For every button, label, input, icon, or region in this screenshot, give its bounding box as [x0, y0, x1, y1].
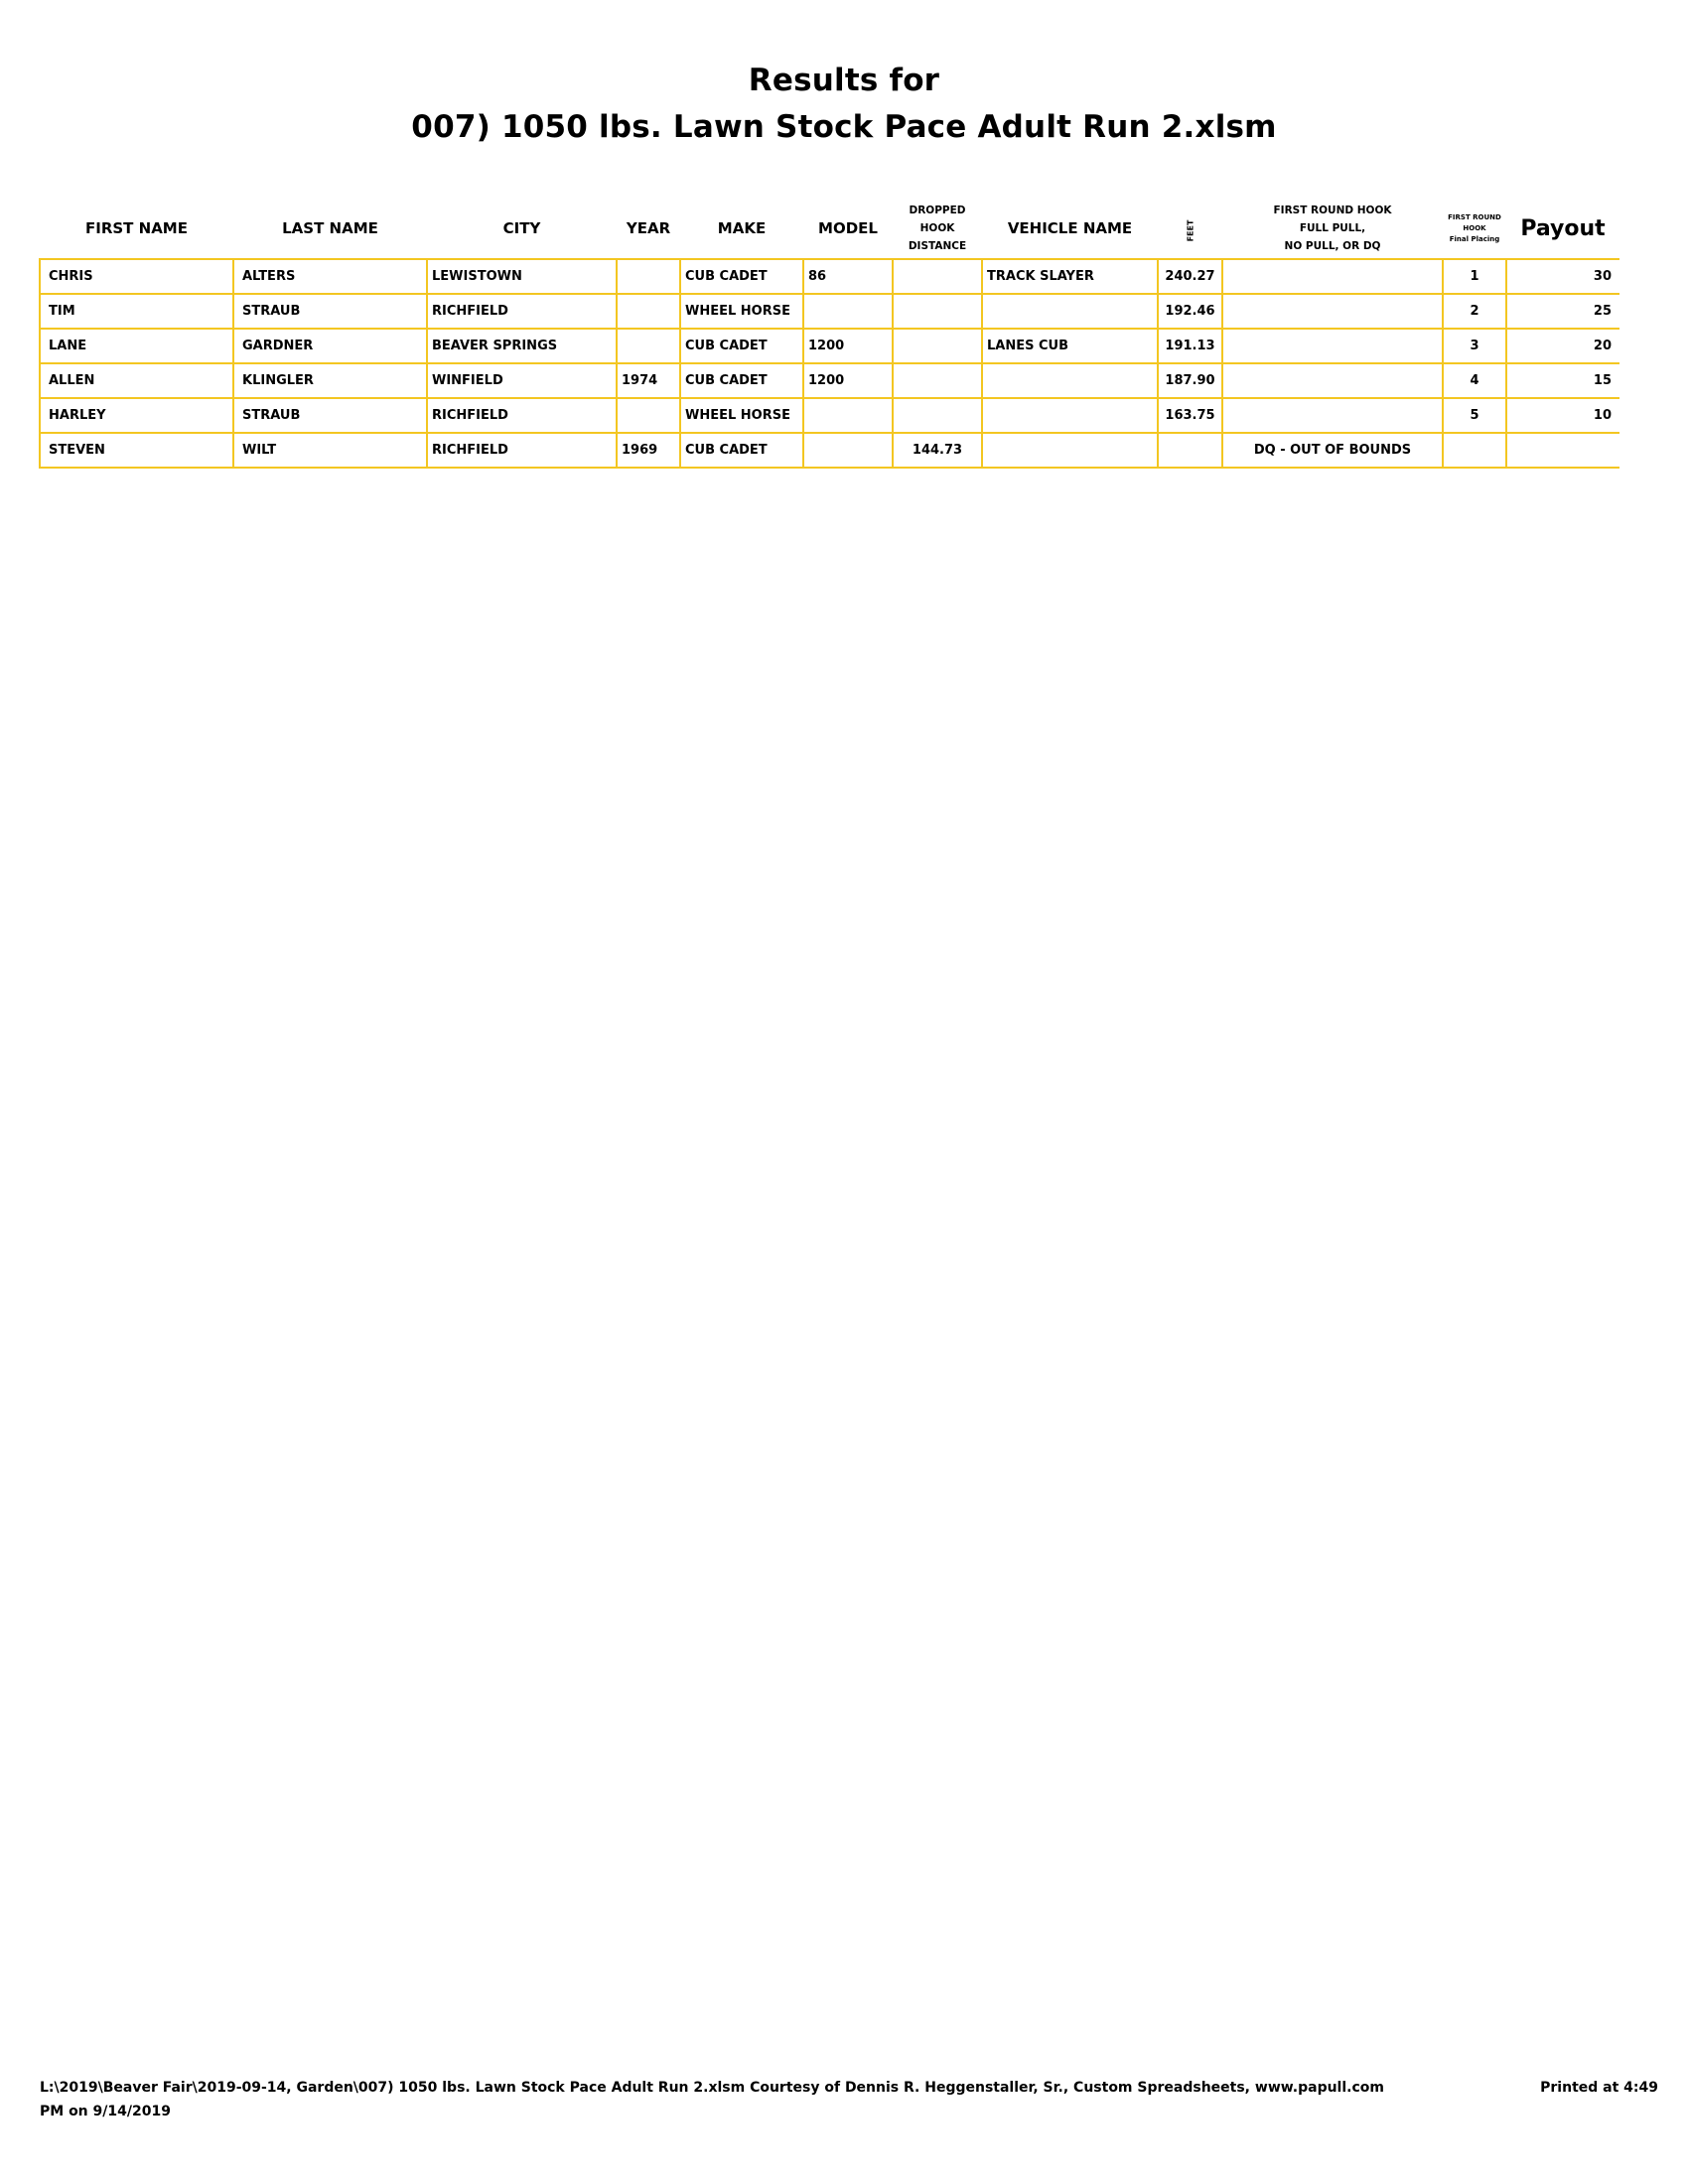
cell-first-round-hook [1222, 398, 1443, 433]
cell-model [803, 398, 893, 433]
cell-vehicle-name: LANES CUB [982, 329, 1158, 363]
cell-placing: 5 [1443, 398, 1506, 433]
header-last-name: LAST NAME [282, 219, 378, 237]
cell-city: LEWISTOWN [427, 259, 617, 294]
cell-city: RICHFIELD [427, 398, 617, 433]
cell-first-round-hook [1222, 294, 1443, 329]
cell-first-round-hook: DQ - OUT OF BOUNDS [1222, 433, 1443, 468]
cell-year [617, 259, 680, 294]
table-row [40, 363, 1619, 398]
table-header-row [40, 199, 1619, 259]
cell-vehicle-name: TRACK SLAYER [982, 259, 1158, 294]
cell-first-name: LANE [40, 329, 233, 363]
cell-last-name: WILT [233, 433, 427, 468]
cell-dropped-hook [893, 294, 982, 329]
header-feet: FEET [1185, 219, 1195, 242]
cell-placing: 3 [1443, 329, 1506, 363]
cell-make: CUB CADET [680, 259, 803, 294]
header-payout: Payout [1520, 215, 1606, 241]
cell-vehicle-name [982, 294, 1158, 329]
cell-dropped-hook [893, 363, 982, 398]
header-make: MAKE [717, 219, 767, 237]
cell-make: WHEEL HORSE [680, 294, 803, 329]
cell-first-name: TIM [40, 294, 233, 329]
table-row [40, 329, 1619, 363]
cell-first-name: HARLEY [40, 398, 233, 433]
cell-first-round-hook [1222, 329, 1443, 363]
header-first-round-hook: FIRST ROUND HOOK FULL PULL, NO PULL, OR DQ [1273, 205, 1392, 252]
cell-payout: 30 [1506, 259, 1619, 294]
cell-dropped-hook [893, 259, 982, 294]
page-title: Results for [748, 63, 940, 98]
cell-payout [1506, 433, 1619, 468]
cell-model: 1200 [803, 363, 893, 398]
cell-first-name: CHRIS [40, 259, 233, 294]
cell-last-name: STRAUB [233, 398, 427, 433]
cell-payout: 25 [1506, 294, 1619, 329]
table-row [40, 398, 1619, 433]
cell-model [803, 294, 893, 329]
page-footer [40, 2076, 1658, 2123]
cell-feet: 192.46 [1158, 294, 1222, 329]
header-dropped-hook-distance: DROPPED HOOK DISTANCE [908, 205, 967, 252]
cell-dropped-hook [893, 398, 982, 433]
cell-make: WHEEL HORSE [680, 398, 803, 433]
cell-city: RICHFIELD [427, 433, 617, 468]
cell-feet: 191.13 [1158, 329, 1222, 363]
cell-first-round-hook [1222, 259, 1443, 294]
cell-year [617, 329, 680, 363]
cell-vehicle-name [982, 398, 1158, 433]
cell-first-name: STEVEN [40, 433, 233, 468]
header-year: YEAR [626, 219, 671, 237]
header-model: MODEL [818, 219, 878, 237]
cell-feet [1158, 433, 1222, 468]
cell-dropped-hook: 144.73 [893, 433, 982, 468]
cell-dropped-hook [893, 329, 982, 363]
cell-last-name: STRAUB [233, 294, 427, 329]
footer-printed-at: Printed at 4:49 [1540, 2080, 1658, 2096]
cell-vehicle-name [982, 433, 1158, 468]
table-row [40, 433, 1619, 468]
cell-city: WINFIELD [427, 363, 617, 398]
cell-feet: 163.75 [1158, 398, 1222, 433]
cell-year: 1974 [617, 363, 680, 398]
results-table [39, 199, 1619, 469]
cell-first-round-hook [1222, 363, 1443, 398]
cell-year: 1969 [617, 433, 680, 468]
cell-model [803, 433, 893, 468]
cell-model: 86 [803, 259, 893, 294]
cell-make: CUB CADET [680, 363, 803, 398]
cell-make: CUB CADET [680, 329, 803, 363]
cell-first-name: ALLEN [40, 363, 233, 398]
cell-vehicle-name [982, 363, 1158, 398]
cell-make: CUB CADET [680, 433, 803, 468]
footer-file-path: L:\2019\Beaver Fair\2019-09-14, Garden\007) 1050 lbs. Lawn Stock Pace Adult Run 2.xlsm Courtesy of Dennis R. Heggenstaller, Sr., Custom Spreadsheets, www.papull.com [40, 2080, 1384, 2096]
header-vehicle-name: VEHICLE NAME [1007, 219, 1133, 237]
cell-payout: 10 [1506, 398, 1619, 433]
header-final-placing: FIRST ROUND HOOK Final Placing [1448, 212, 1501, 243]
cell-payout: 15 [1506, 363, 1619, 398]
page-subtitle: 007) 1050 lbs. Lawn Stock Pace Adult Run 2.xlsm [411, 109, 1277, 145]
cell-placing: 4 [1443, 363, 1506, 398]
cell-last-name: ALTERS [233, 259, 427, 294]
cell-placing [1443, 433, 1506, 468]
cell-payout: 20 [1506, 329, 1619, 363]
cell-placing: 1 [1443, 259, 1506, 294]
cell-feet: 240.27 [1158, 259, 1222, 294]
header-city: CITY [502, 219, 541, 237]
table-row [40, 259, 1619, 294]
cell-last-name: KLINGLER [233, 363, 427, 398]
table-row [40, 294, 1619, 329]
footer-printed-on: PM on 9/14/2019 [40, 2104, 171, 2119]
header-first-name: FIRST NAME [85, 219, 188, 237]
cell-city: RICHFIELD [427, 294, 617, 329]
cell-year [617, 398, 680, 433]
cell-last-name: GARDNER [233, 329, 427, 363]
cell-city: BEAVER SPRINGS [427, 329, 617, 363]
cell-model: 1200 [803, 329, 893, 363]
cell-placing: 2 [1443, 294, 1506, 329]
cell-feet: 187.90 [1158, 363, 1222, 398]
cell-year [617, 294, 680, 329]
